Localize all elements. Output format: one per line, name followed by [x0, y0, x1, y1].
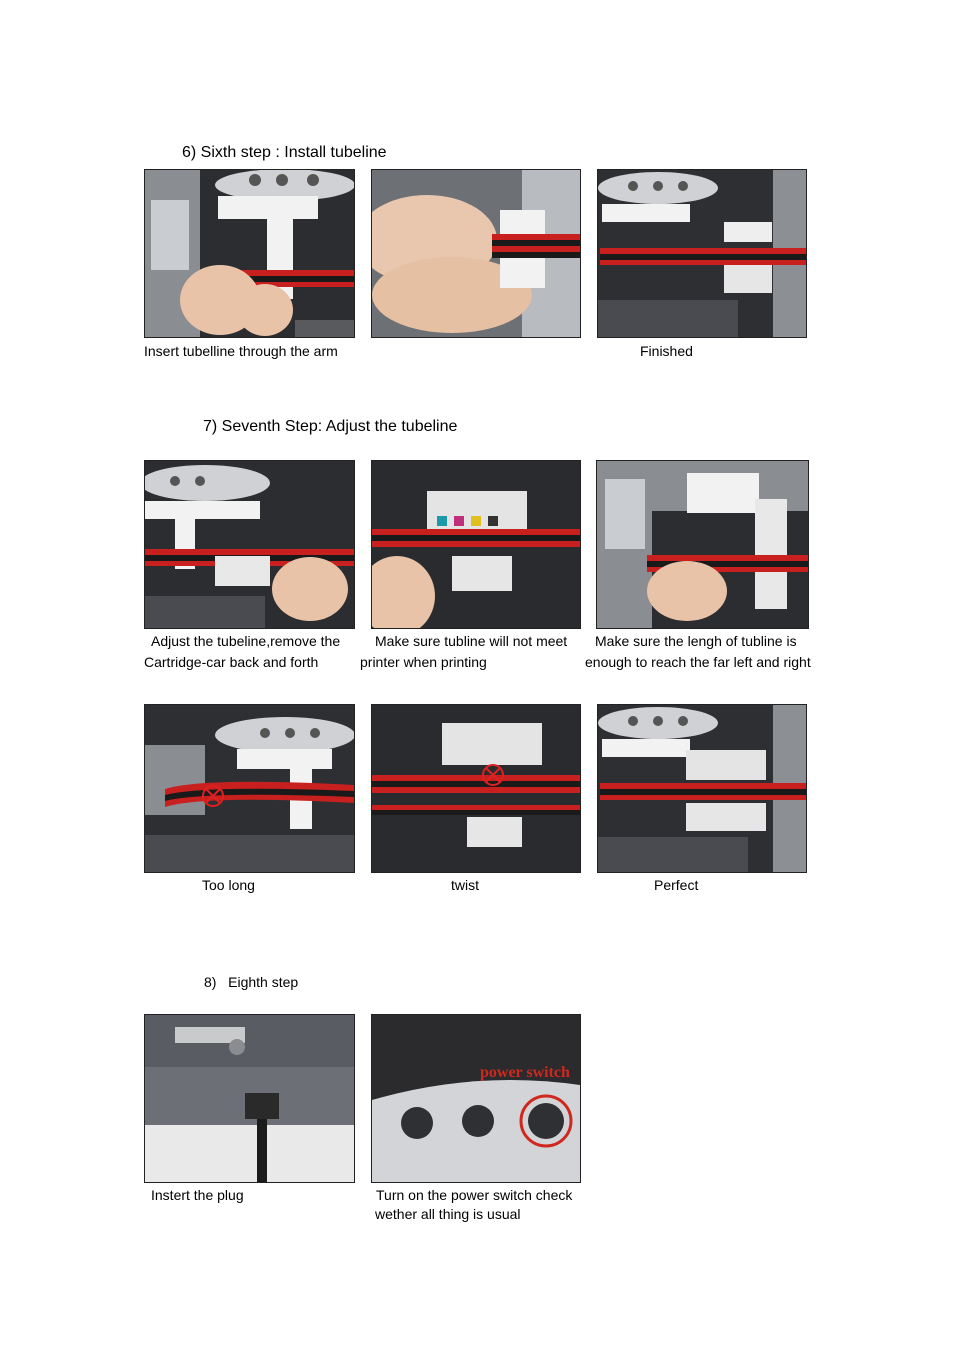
caption-not-meet-line2: printer when printing	[360, 654, 487, 670]
step7-title: 7) Seventh Step: Adjust the tubeline	[203, 418, 458, 435]
photo-insert-tubeline-arm	[144, 169, 355, 338]
caption-insert-plug: Instert the plug	[151, 1187, 244, 1203]
photo-twist	[371, 704, 581, 873]
photo-adjust-tubeline	[144, 460, 355, 629]
photo-power-switch	[371, 1014, 581, 1183]
caption-finished: Finished	[640, 343, 693, 359]
photo-insert-plug	[144, 1014, 355, 1183]
caption-insert-tubeline: Insert tubelline through the arm	[144, 343, 338, 359]
caption-power-switch-line2: wether all thing is usual	[375, 1206, 521, 1222]
caption-adjust-tubeline-line1: Adjust the tubeline,remove the	[151, 633, 341, 649]
photo-tubline-length	[596, 460, 809, 629]
caption-length-line1: Make sure the lengh of tubline is	[595, 633, 797, 649]
step8-title: 8) Eighth step	[204, 974, 299, 990]
step6-title: 6) Sixth step : Install tubeline	[182, 144, 387, 161]
photo-perfect	[597, 704, 807, 873]
caption-power-switch-line1: Turn on the power switch check	[376, 1187, 573, 1203]
caption-adjust-tubeline-line2: Cartridge-car back and forth	[144, 654, 319, 670]
caption-length-line2: enough to reach the far left and right	[585, 654, 811, 670]
caption-not-meet-line1: Make sure tubline will not meet	[375, 633, 568, 649]
caption-perfect: Perfect	[654, 877, 699, 893]
caption-too-long: Too long	[202, 877, 255, 893]
photo-tubeline-clip	[371, 169, 581, 338]
photo-too-long	[144, 704, 355, 873]
photo-tubline-not-meet-printer	[371, 460, 581, 629]
photo-tubeline-finished	[597, 169, 807, 338]
caption-twist: twist	[451, 877, 479, 893]
power-switch-label: power switch	[480, 1064, 570, 1081]
